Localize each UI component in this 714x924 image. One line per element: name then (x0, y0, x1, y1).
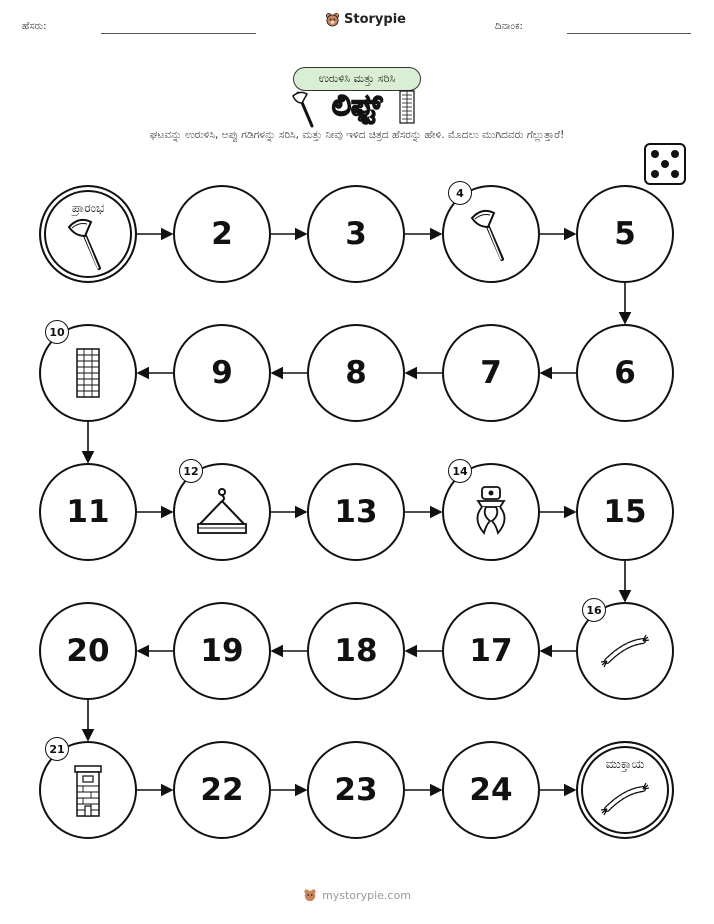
brand-name: Storypie (344, 12, 406, 27)
grabber-claw-icon (468, 485, 514, 539)
name-label: ಹೆಸರು: (22, 21, 47, 32)
space-number-badge: 12 (179, 459, 203, 483)
board-space[interactable] (442, 185, 540, 283)
rope-icon (599, 633, 651, 669)
space-number-badge: 21 (45, 737, 69, 761)
board-space[interactable] (442, 463, 540, 561)
space-number-badge: 16 (582, 598, 606, 622)
space-number: 13 (334, 494, 378, 530)
tower-icon (71, 762, 105, 818)
space-number: 23 (334, 772, 378, 808)
date-label: ದಿನಾಂಕ: (495, 21, 523, 32)
board-space[interactable] (576, 463, 674, 561)
space-number: 15 (603, 494, 647, 530)
rope-icon (599, 781, 651, 817)
space-number: 2 (211, 216, 233, 252)
start-space[interactable] (39, 185, 137, 283)
space-number: 11 (66, 494, 110, 530)
footer-url[interactable]: mystorypie.com (322, 888, 411, 902)
board-space[interactable] (173, 741, 271, 839)
board-space[interactable] (576, 185, 674, 283)
instructions: ಘಟವನ್ನು ಉರುಳಿಸಿ, ಅಪ್ಪು ಗಡಿಗಳನ್ನು ಸರಿಸಿ, ಮತ್ತು ನೀವು ಇಳಿದ ಚಿತ್ರದ ಹೆಸರನ್ನು ಹೇಳಿ. ಮೊದಲು ಮುಗಿದವರು ಗೆಲ್ಲುತ್ತಾರೆ! (149, 129, 565, 141)
board-space[interactable] (173, 324, 271, 422)
cargo-sling-icon (192, 486, 252, 538)
board-space[interactable] (39, 324, 137, 422)
board-space[interactable] (307, 185, 405, 283)
finish-space[interactable] (576, 741, 674, 839)
board-space[interactable] (307, 741, 405, 839)
space-number: 7 (480, 355, 502, 391)
board-space[interactable] (576, 324, 674, 422)
board-space[interactable] (173, 185, 271, 283)
skyscraper-icon (75, 347, 101, 399)
page-title: ಲಿಫ್ಟ್ (331, 88, 383, 123)
board-space[interactable] (442, 741, 540, 839)
space-number: 8 (345, 355, 367, 391)
space-number-badge: 4 (448, 181, 472, 205)
space-label: ಪ್ರಾರಂಭ (71, 201, 105, 215)
space-number: 24 (469, 772, 513, 808)
space-number-badge: 14 (448, 459, 472, 483)
axe-icon (65, 214, 111, 272)
space-number: 19 (200, 633, 244, 669)
space-number: 18 (334, 633, 378, 669)
space-number: 20 (66, 633, 110, 669)
space-number: 5 (614, 216, 636, 252)
board-space[interactable] (307, 602, 405, 700)
space-number: 9 (211, 355, 233, 391)
space-number: 22 (200, 772, 244, 808)
board-space[interactable] (173, 463, 271, 561)
board-space[interactable] (39, 463, 137, 561)
storypie-bear-footer-icon (303, 888, 317, 902)
board-space[interactable] (442, 324, 540, 422)
space-number: 17 (469, 633, 513, 669)
board-space[interactable] (576, 602, 674, 700)
board-space[interactable] (39, 602, 137, 700)
board-space[interactable] (442, 602, 540, 700)
board-space[interactable] (307, 324, 405, 422)
space-number-badge: 10 (45, 320, 69, 344)
footer (0, 888, 714, 902)
axe-icon (468, 205, 514, 263)
space-label: ಮುಕ್ತಾಯ (605, 757, 645, 771)
board-space[interactable] (307, 463, 405, 561)
board-space[interactable] (173, 602, 271, 700)
space-number: 6 (614, 355, 636, 391)
board-space[interactable] (39, 741, 137, 839)
game-type-tag: ಉರುಳಿಸಿ ಮತ್ತು ಸರಿಸಿ (293, 67, 421, 91)
space-number: 3 (345, 216, 367, 252)
